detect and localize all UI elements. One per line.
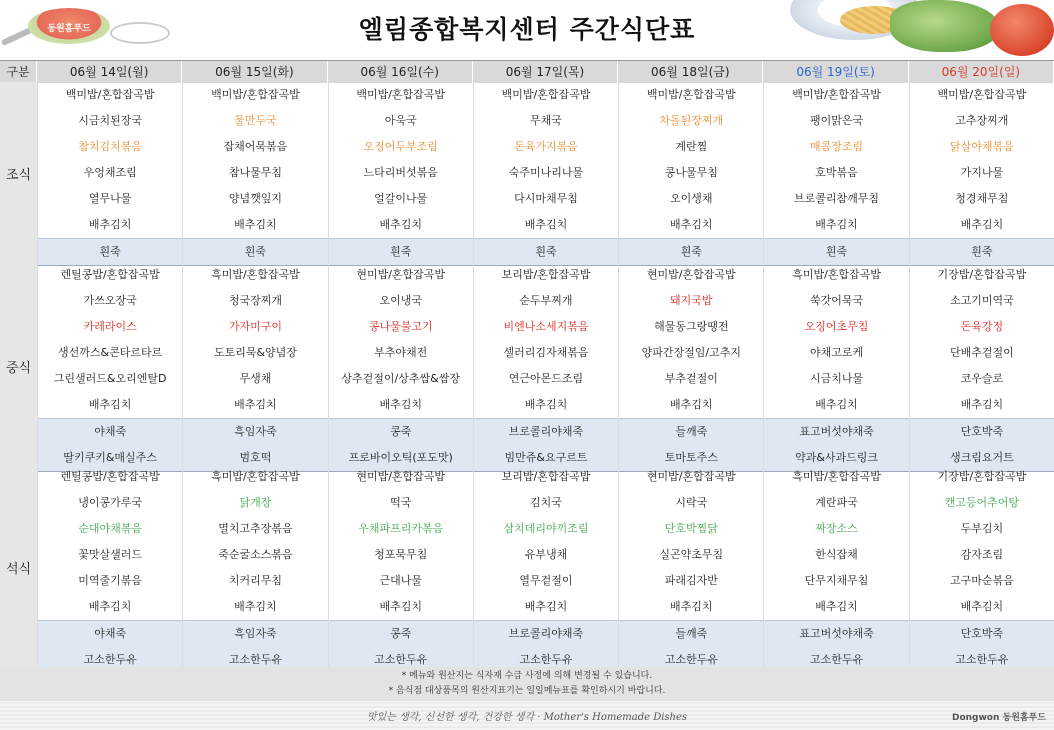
- menu-item: 연근아몬드조림: [508, 372, 584, 385]
- menu-item: 렌틸콩밥/혼합잡곡밥: [60, 268, 160, 281]
- menu-item: 배추김치: [379, 398, 422, 411]
- meal-band: [0, 82, 1054, 266]
- main-dishes: [38, 82, 182, 238]
- snack-item: 딸키쿠키&매실주스: [63, 451, 157, 464]
- menu-item: 해물동그랑땡전: [654, 320, 729, 333]
- page-header: [0, 0, 1054, 60]
- menu-item: 단호박찜닭: [664, 522, 718, 535]
- day-header: 06월 20일(일): [909, 61, 1054, 83]
- snack-item: 고소한두유: [228, 653, 282, 666]
- menu-item: 오징어초무침: [804, 320, 869, 333]
- menu-item: 양파간장절임/고추지: [641, 346, 741, 359]
- menu-item: 계란파국: [815, 496, 858, 509]
- menu-item: 콩나물불고기: [368, 320, 433, 333]
- menu-item: 치커리무침: [228, 574, 282, 587]
- menu-item: 열무겉절이: [519, 574, 573, 587]
- menu-item: 냉이콩가루국: [78, 496, 143, 509]
- menu-item: 다시마채무침: [514, 192, 578, 205]
- day-column: [37, 82, 182, 266]
- menu-item: 돈육강정: [960, 320, 1004, 333]
- menu-item: 부추겉절이: [664, 372, 718, 385]
- menu-item: 부추야채전: [374, 346, 428, 359]
- snack-section: [764, 620, 908, 674]
- menu-item: 꽃맛살샐러드: [78, 548, 143, 561]
- menu-item: 배추김치: [524, 398, 568, 411]
- menu-item: 얼갈이나물: [374, 192, 428, 205]
- snack-item: 흑임자죽: [234, 425, 277, 438]
- menu-item: 배추김치: [960, 398, 1004, 411]
- menu-item: 순두부찌개: [519, 294, 573, 307]
- day-header-row: [0, 60, 1054, 83]
- menu-item: 보리밥/혼합잡곡밥: [501, 470, 591, 483]
- menu-item: 브로콜리참깨무침: [794, 192, 880, 205]
- main-dishes: [474, 262, 618, 418]
- menu-item: 김치국: [530, 496, 562, 509]
- menu-item: 청포묵무침: [374, 548, 428, 561]
- menu-item: 감자조림: [960, 548, 1004, 561]
- slogan: 맛있는 생각, 신선한 생각, 건강한 생각 · Mother's Homemade Dishes: [366, 712, 688, 723]
- menu-item: 기장밥/혼합잡곡밥: [937, 470, 1027, 483]
- menu-item: 배추김치: [670, 600, 713, 613]
- day-header: 06월 14일(월): [37, 61, 182, 83]
- note-line: * 메뉴와 원산지는 식자재 수급 사정에 의해 변경될 수 있습니다.: [401, 671, 653, 681]
- notes: [0, 667, 1054, 701]
- meal-band: [0, 464, 1054, 674]
- footer-brand: Dongwon 동원홈푸드: [951, 713, 1046, 723]
- main-dishes: [329, 82, 473, 238]
- menu-item: 가쓰오장국: [83, 294, 137, 307]
- main-dishes: [764, 464, 908, 620]
- menu-item: 열무나물: [88, 192, 132, 205]
- snack-item: 야채죽: [94, 425, 127, 438]
- menu-item: 잡채어묵볶음: [223, 140, 288, 153]
- snack-item: 단호박죽: [960, 425, 1004, 438]
- meal-label: 조식: [0, 82, 37, 266]
- menu-item: 셀러리김자채볶음: [503, 346, 589, 359]
- day-column: [763, 262, 908, 472]
- menu-item: 기장밥/혼합잡곡밥: [937, 268, 1027, 281]
- main-dishes: [619, 464, 763, 620]
- main-dishes: [38, 262, 182, 418]
- snack-item: 빔만쥬&요구르트: [504, 451, 588, 464]
- menu-item: 떡국: [390, 496, 412, 509]
- snack-item: 흰죽: [680, 245, 702, 258]
- logo-text: 동원홈푸드: [47, 24, 91, 34]
- snack-section: [329, 620, 473, 674]
- menu-item: 단무지채무침: [804, 574, 869, 587]
- menu-item: 무생채: [239, 372, 272, 385]
- day-column: [618, 82, 763, 266]
- snack-item: 고소한두유: [664, 653, 718, 666]
- day-column: [763, 82, 908, 266]
- snack-item: 브로콜리야채죽: [508, 627, 584, 640]
- menu-item: 배추김치: [379, 600, 422, 613]
- menu-item: 비엔나소세지볶음: [503, 320, 589, 333]
- main-dishes: [183, 464, 327, 620]
- snack-item: 흰죽: [244, 245, 267, 258]
- day-column: [473, 82, 618, 266]
- main-dishes: [329, 262, 473, 418]
- menu-item: 시락국: [675, 496, 708, 509]
- menu-item: 배추김치: [524, 600, 568, 613]
- snack-item: 고소한두유: [519, 653, 573, 666]
- day-column: [328, 82, 473, 266]
- snack-item: 콩죽: [390, 425, 412, 438]
- menu-item: 돼지국밥: [670, 294, 713, 307]
- menu-item: 흑미밥/혼합잡곡밥: [792, 268, 881, 281]
- menu-item: 무채국: [530, 114, 562, 127]
- main-dishes: [764, 262, 908, 418]
- menu-item: 배추김치: [379, 218, 422, 231]
- snack-item: 단호박죽: [960, 627, 1004, 640]
- menu-item: 양념깻잎지: [228, 192, 282, 205]
- snack-item: 표고버섯야채죽: [799, 627, 874, 640]
- menu-item: 근대나물: [379, 574, 422, 587]
- main-dishes: [38, 464, 182, 620]
- main-dishes: [910, 262, 1054, 418]
- menu-item: 배추김치: [234, 398, 277, 411]
- menu-item: 배추김치: [88, 218, 132, 231]
- menu-item: 흑미밥/혼합잡곡밥: [211, 268, 300, 281]
- snack-item: 흰죽: [971, 245, 993, 258]
- menu-item: 흑미밥/혼합잡곡밥: [211, 470, 300, 483]
- day-column: [37, 464, 182, 674]
- menu-item: 팽이맑은국: [809, 114, 864, 127]
- snack-item: 흰죽: [535, 245, 557, 258]
- menu-item: 미역줄기볶음: [78, 574, 143, 587]
- menu-item: 닭살야채볶음: [949, 140, 1014, 153]
- header-label: 구분: [0, 61, 37, 83]
- menu-item: 아욱국: [384, 114, 417, 127]
- snack-section: [910, 620, 1054, 674]
- menu-item: 죽순굴소스볶음: [218, 548, 293, 561]
- snack-item: 흰죽: [825, 245, 848, 258]
- menu-item: 백미밥/혼합잡곡밥: [356, 88, 446, 101]
- snack-section: [474, 620, 618, 674]
- menu-item: 청국장찌개: [228, 294, 282, 307]
- meal-band: [0, 262, 1054, 472]
- day-header: 06월 17일(목): [473, 61, 618, 83]
- menu-item: 현미밥/혼합잡곡밥: [356, 470, 446, 483]
- menu-item: 콩나물무침: [664, 166, 718, 179]
- main-dishes: [619, 82, 763, 238]
- menu-item: 닭개장: [239, 496, 272, 509]
- day-header: 06월 18일(금): [618, 61, 763, 83]
- menu-item: 파래김자반: [664, 574, 718, 587]
- menu-item: 배추김치: [670, 398, 713, 411]
- menu-item: 쑥갓어묵국: [809, 294, 864, 307]
- snack-item: 생크림요거트: [949, 451, 1014, 464]
- menu-item: 도토리묵&양념장: [213, 346, 297, 359]
- menu-item: 삼치데리야끼조림: [503, 522, 589, 535]
- menu-item: 배추김치: [234, 600, 277, 613]
- menu-item: 배추김치: [815, 398, 858, 411]
- main-dishes: [619, 262, 763, 418]
- menu-item: 백미밥/혼합잡곡밥: [792, 88, 881, 101]
- menu-item: 숙주미나리나물: [508, 166, 584, 179]
- menu-item: 배추김치: [88, 600, 132, 613]
- menu-item: 가지나물: [960, 166, 1004, 179]
- menu-item: 코우슬로: [960, 372, 1004, 385]
- day-header: 06월 15일(화): [182, 61, 327, 83]
- main-dishes: [474, 464, 618, 620]
- menu-item: 우채파프리카볶음: [358, 522, 444, 535]
- day-column: [182, 262, 327, 472]
- menu-item: 두부김치: [960, 522, 1004, 535]
- menu-item: 참치김치볶음: [78, 140, 143, 153]
- snack-item: 들깨죽: [675, 425, 708, 438]
- day-column: [909, 262, 1054, 472]
- menu-item: 배추김치: [234, 218, 277, 231]
- menu-item: 참나물무침: [228, 166, 282, 179]
- menu-item: 순대야채볶음: [78, 522, 143, 535]
- menu-item: 백미밥/혼합잡곡밥: [501, 88, 591, 101]
- menu-item: 배추김치: [815, 600, 858, 613]
- menu-item: 소고기미역국: [949, 294, 1014, 307]
- menu-item: 배추김치: [960, 218, 1004, 231]
- day-column: [328, 262, 473, 472]
- menu-item: 오이냉국: [379, 294, 422, 307]
- snack-item: 고소한두유: [374, 653, 428, 666]
- snack-section: [183, 620, 327, 674]
- main-dishes: [910, 464, 1054, 620]
- main-dishes: [183, 262, 327, 418]
- menu-item: 시금치나물: [809, 372, 864, 385]
- footer: [0, 701, 1054, 730]
- snack-item: 고소한두유: [955, 653, 1009, 666]
- day-column: [909, 464, 1054, 674]
- note-line: * 음식점 대상품목의 원산지표기는 일일메뉴표를 확인하시기 바랍니다.: [388, 686, 666, 696]
- main-dishes: [910, 82, 1054, 238]
- menu-item: 백미밥/혼합잡곡밥: [646, 88, 736, 101]
- main-dishes: [474, 82, 618, 238]
- snack-item: 범호떡: [239, 451, 272, 464]
- snack-item: 흑임자죽: [234, 627, 277, 640]
- snack-item: 흰죽: [390, 245, 412, 258]
- menu-item: 현미밥/혼합잡곡밥: [646, 268, 736, 281]
- menu-item: 현미밥/혼합잡곡밥: [646, 470, 736, 483]
- menu-item: 실곤약초무침: [659, 548, 724, 561]
- menu-item: 단배추겉절이: [949, 346, 1014, 359]
- menu-item: 배추김치: [670, 218, 713, 231]
- menu-item: 느타리버섯볶음: [363, 166, 438, 179]
- menu-item: 한식잡채: [815, 548, 858, 561]
- day-header: 06월 16일(수): [328, 61, 473, 83]
- snack-item: 흰죽: [99, 245, 121, 258]
- menu-item: 고구마순볶음: [949, 574, 1014, 587]
- menu-item: 가자미구이: [228, 320, 282, 333]
- menu-item: 배추김치: [524, 218, 568, 231]
- menu-item: 배추김치: [960, 600, 1004, 613]
- menu-item: 오이생채: [670, 192, 713, 205]
- snack-item: 약과&사과드링크: [795, 451, 879, 464]
- snack-item: 토마토주스: [664, 451, 718, 464]
- day-column: [473, 262, 618, 472]
- snack-item: 콩죽: [390, 627, 412, 640]
- day-column: [763, 464, 908, 674]
- menu-item: 유부냉채: [524, 548, 568, 561]
- snack-item: 야채죽: [94, 627, 127, 640]
- menu-item: 백미밥/혼합잡곡밥: [211, 88, 300, 101]
- meal-label: 중식: [0, 262, 37, 472]
- menu-item: 흑미밥/혼합잡곡밥: [792, 470, 881, 483]
- menu-item: 돈육가지볶음: [514, 140, 578, 153]
- day-column: [182, 82, 327, 266]
- menu-item: 캔고등어추어탕: [944, 496, 1020, 509]
- day-column: [328, 464, 473, 674]
- menu-item: 배추김치: [88, 398, 132, 411]
- menu-item: 매콤장조림: [809, 140, 864, 153]
- main-dishes: [764, 82, 908, 238]
- snack-item: 표고버섯야채죽: [799, 425, 874, 438]
- menu-item: 현미밥/혼합잡곡밥: [356, 268, 446, 281]
- day-header: 06월 19일(토): [763, 61, 908, 83]
- menu-item: 고추장찌개: [955, 114, 1009, 127]
- menu-item: 생선까스&콘타르타르: [58, 346, 163, 359]
- menu-item: 배추김치: [815, 218, 858, 231]
- snack-item: 고소한두유: [809, 653, 864, 666]
- snack-item: 브로콜리야채죽: [508, 425, 584, 438]
- day-column: [618, 464, 763, 674]
- snack-section: [38, 620, 182, 674]
- snack-item: 들깨죽: [675, 627, 708, 640]
- menu-item: 호박볶음: [815, 166, 858, 179]
- snack-item: 고소한두유: [83, 653, 137, 666]
- menu-item: 상추겉절이/상추쌈&쌈장: [341, 372, 460, 385]
- menu-item: 멸치고추장볶음: [218, 522, 293, 535]
- day-column: [473, 464, 618, 674]
- day-column: [37, 262, 182, 472]
- menu-item: 청경채무침: [955, 192, 1009, 205]
- snack-section: [619, 620, 763, 674]
- day-column: [618, 262, 763, 472]
- menu-item: 시금치된장국: [78, 114, 143, 127]
- menu-item: 렌틸콩밥/혼합잡곡밥: [60, 470, 160, 483]
- menu-item: 계란찜: [675, 140, 708, 153]
- snack-item: 프로바이오틱(포도맛): [348, 451, 453, 464]
- menu-item: 짜장소스: [815, 522, 858, 535]
- main-dishes: [183, 82, 327, 238]
- meal-label: 석식: [0, 464, 37, 672]
- menu-item: 그린샐러드&오리엔탈D: [53, 372, 167, 385]
- menu-item: 물만두국: [234, 114, 277, 127]
- menu-item: 카레라이스: [83, 320, 137, 333]
- page-title: 엘림종합복지센터 주간식단표: [358, 15, 696, 44]
- day-column: [909, 82, 1054, 266]
- menu-item: 야채고로케: [809, 346, 864, 359]
- menu-item: 보리밥/혼합잡곡밥: [501, 268, 591, 281]
- menu-item: 오징어두부조림: [363, 140, 438, 153]
- day-column: [182, 464, 327, 674]
- menu-item: 백미밥/혼합잡곡밥: [65, 88, 155, 101]
- menu-item: 우엉채조림: [83, 166, 137, 179]
- menu-item: 차돌된장찌개: [659, 114, 724, 127]
- main-dishes: [329, 464, 473, 620]
- menu-item: 백미밥/혼합잡곡밥: [937, 88, 1027, 101]
